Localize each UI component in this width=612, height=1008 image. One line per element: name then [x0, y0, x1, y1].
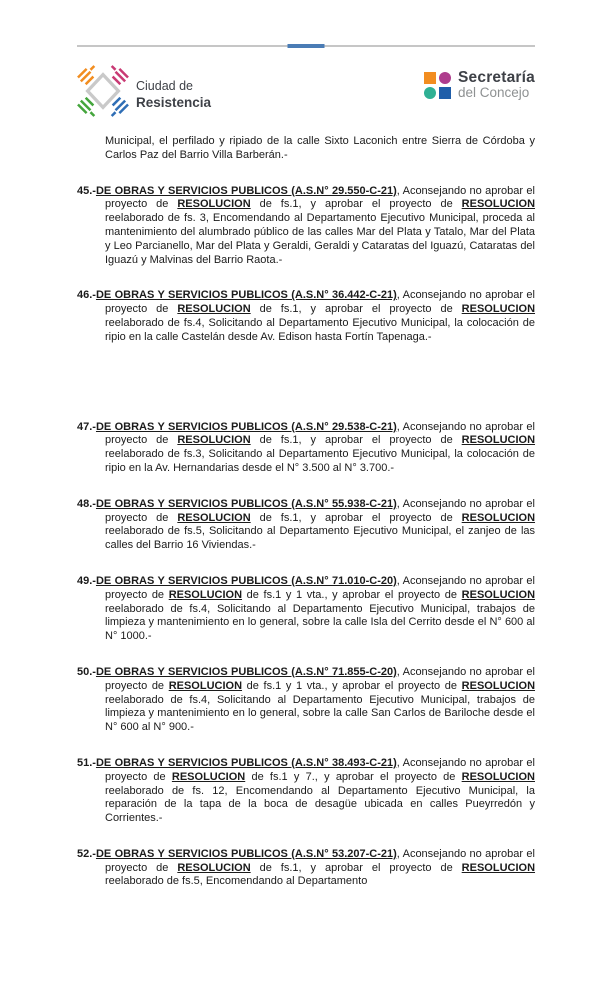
item-keyword: RESOLUCION [168, 588, 243, 601]
document-body [77, 135, 535, 889]
secretaria-logo-wordmark [458, 69, 535, 103]
item-heading: DE OBRAS Y SERVICIOS PUBLICOS (A.S.N° 53.207-C-21) [95, 847, 397, 860]
orange-square-icon [424, 72, 436, 84]
item-text: de fs.1, y aprobar el proyecto de [250, 511, 462, 524]
item-text: de fs.1 y 1 vta., y aprobar el proyecto de [242, 679, 462, 692]
item-heading: DE OBRAS Y SERVICIOS PUBLICOS (A.S.N° 29.550-C-21) [95, 184, 397, 197]
header-divider [77, 43, 535, 49]
item-text: reelaborado de fs.4, Solicitando al Departamento Ejecutivo Municipal, trabajos de limpieza y mantenimiento en lo general, sobre la calle Isla del Cerrito desde el N° 600 al N° 1000.- [105, 602, 535, 643]
secretaria-logo-shapes-icon [424, 72, 451, 99]
resolution-item [77, 575, 535, 644]
city-logo-text-line1: Ciudad de [136, 79, 193, 94]
item-text: reelaborado de fs.5, Encomendando al Departamento [105, 875, 368, 888]
item-text: reelaborado de fs. 12, Encomendando al Departamento Ejecutivo Municipal, la reparación de la tapa de la boca de desagüe ubicada en calles Pueyrredón y Corrientes.- [105, 784, 535, 825]
secretaria-logo-text-line2: del Concejo [458, 85, 530, 101]
item-keyword: RESOLUCION [461, 303, 536, 316]
resolution-item [77, 498, 535, 553]
item-number: 46.- [77, 289, 96, 302]
resolution-item [77, 757, 535, 826]
city-of-resistencia-logo [77, 63, 211, 124]
item-text: , Aconsejando no aprobar el proyecto de [105, 420, 535, 447]
item-number: 49.- [77, 574, 96, 587]
item-text: , Aconsejando no aprobar el proyecto de [105, 574, 535, 601]
resolution-item [77, 666, 535, 735]
secretaria-logo-text-line1: Secretaría [458, 69, 535, 86]
item-number: 51.- [77, 756, 96, 769]
header-logos-row [77, 63, 535, 125]
item-number: 48.- [77, 497, 96, 510]
city-diamond-logo-icon [77, 63, 129, 124]
item-keyword: RESOLUCION [461, 588, 536, 601]
city-logo-wordmark [136, 75, 211, 112]
item-keyword: RESOLUCION [177, 198, 251, 211]
item-keyword: RESOLUCION [461, 679, 536, 692]
item-text: reelaborado de fs.4, Solicitando al Departamento Ejecutivo Municipal, la colocación de ripio en la calle Castelán desde Av. Edison hasta Fortín Tapenaga.- [105, 316, 535, 343]
item-text: , Aconsejando no aprobar el proyecto de [105, 665, 535, 692]
header-divider-accent [288, 44, 325, 48]
item-text: de fs.1 y 1 vta., y aprobar el proyecto de [242, 588, 462, 601]
secretaria-del-concejo-logo [424, 63, 535, 103]
item-text: de fs.1, y aprobar el proyecto de [250, 198, 462, 211]
item-text: reelaborado de fs.3, Solicitando al Departamento Ejecutivo Municipal, la colocación de ripio en la Av. Hernandarias desde el N° 3.500 al N° 3.700.- [105, 448, 535, 474]
item-heading: DE OBRAS Y SERVICIOS PUBLICOS (A.S.N° 36.442-C-21) [95, 289, 397, 302]
item-keyword: RESOLUCION [171, 770, 246, 783]
teal-circle-icon [424, 87, 436, 99]
item-text: de fs.1, y aprobar el proyecto de [250, 861, 462, 874]
item-text: de fs.1, y aprobar el proyecto de [250, 434, 462, 447]
item-keyword: RESOLUCION [177, 511, 251, 524]
resolution-item [77, 421, 535, 476]
item-heading: DE OBRAS Y SERVICIOS PUBLICOS (A.S.N° 71.010-C-20) [95, 574, 397, 587]
item-heading: DE OBRAS Y SERVICIOS PUBLICOS (A.S.N° 29.538-C-21) [95, 420, 397, 433]
item-keyword: RESOLUCION [177, 434, 251, 447]
item-keyword: RESOLUCION [461, 198, 536, 211]
item-keyword: RESOLUCION [461, 511, 536, 524]
city-logo-text-line2: Resistencia [136, 94, 212, 110]
continuation-paragraph: Municipal, el perfilado y ripiado de la calle Sixto Laconich entre Sierra de Córdoba y Carlos Paz del Barrio Villa Barberán.- [105, 135, 535, 161]
item-text: reelaborado de fs.5, Solicitando al Departamento Ejecutivo Municipal, el zanjeo de las calles del Barrio 16 Viviendas.- [105, 525, 535, 552]
item-number: 52.- [77, 847, 96, 860]
item-number: 45.- [77, 184, 96, 197]
item-number: 50.- [77, 665, 96, 678]
items-list [77, 185, 535, 890]
item-text: de fs.1, y aprobar el proyecto de [250, 303, 462, 316]
item-text: , Aconsejando no aprobar el proyecto de [105, 756, 535, 783]
item-keyword: RESOLUCION [168, 679, 243, 692]
item-number: 47.- [77, 420, 96, 433]
item-keyword: RESOLUCION [177, 303, 251, 316]
item-keyword: RESOLUCION [461, 770, 535, 783]
item-text: , Aconsejando no aprobar el proyecto de [105, 497, 535, 524]
item-heading: DE OBRAS Y SERVICIOS PUBLICOS (A.S.N° 71.855-C-20) [95, 665, 397, 678]
resolution-item [77, 185, 535, 268]
magenta-circle-icon [439, 72, 451, 84]
item-text: reelaborado de fs.4, Solicitando al Departamento Ejecutivo Municipal, trabajos de limpieza y mantenimiento en lo general, sobre la calle San Carlos de Bariloche desde el N° 600 al N° 900.- [105, 693, 535, 734]
item-keyword: RESOLUCION [461, 434, 536, 447]
resolution-item [77, 848, 535, 889]
item-heading: DE OBRAS Y SERVICIOS PUBLICOS (A.S.N° 38.493-C-21) [95, 756, 397, 769]
item-keyword: RESOLUCION [461, 861, 536, 874]
item-keyword: RESOLUCION [177, 861, 251, 874]
resolution-item [77, 289, 535, 344]
item-text: de fs.1 y 7., y aprobar el proyecto de [245, 770, 462, 783]
item-text: , Aconsejando no aprobar el proyecto de [105, 289, 535, 316]
item-text: reelaborado de fs. 3, Encomendando al Departamento Ejecutivo Municipal, proceda al mantenimiento del alumbrado público de las calles Mar del Plata y Tatalo, Mar del Plata y Leo Parcianello, Mar del Plata y Geraldi, Geraldi y Cataratas del Iguazú, Cataratas del Iguazú y Malvinas del Barrio Raota.- [105, 212, 535, 266]
item-text: , Aconsejando no aprobar el proyecto de [105, 184, 535, 211]
item-heading: DE OBRAS Y SERVICIOS PUBLICOS (A.S.N° 55.938-C-21) [95, 497, 397, 510]
blue-square-icon [439, 87, 451, 99]
item-text: , Aconsejando no aprobar el proyecto de [105, 847, 535, 874]
